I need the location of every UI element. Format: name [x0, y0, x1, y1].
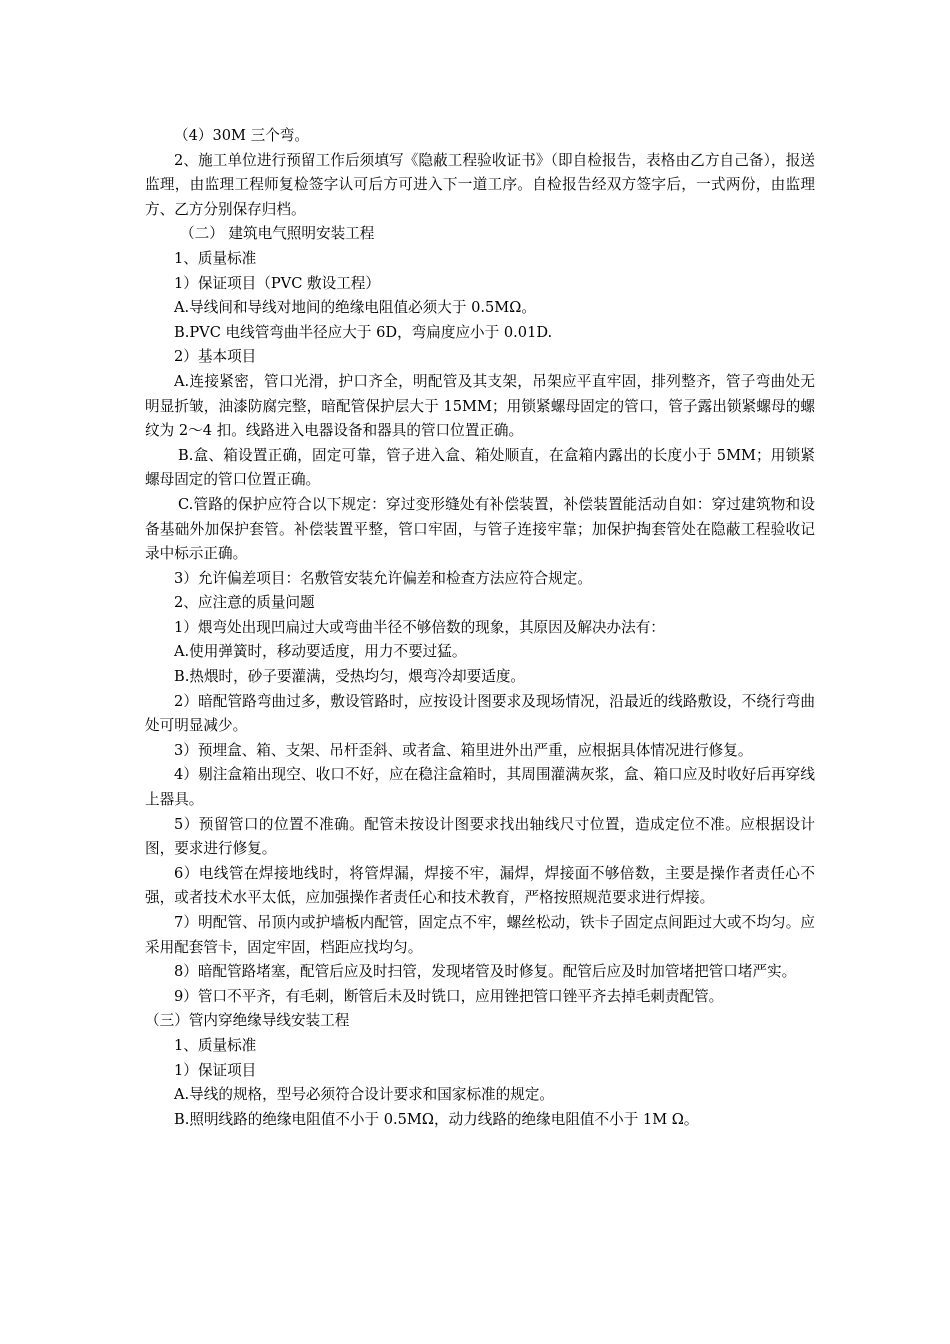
section-heading: （三）管内穿绝缘导线安装工程: [145, 1012, 350, 1030]
paragraph: 3）允许偏差项目：名敷管安装允许偏差和检查方法应符合规定。: [174, 569, 592, 587]
paragraph: （4）30M 三个弯。: [174, 127, 309, 144]
subsection-heading: 2、应注意的质量问题: [174, 594, 315, 612]
paragraph: 5）预留管口的位置不准确。配管未按设计图要求找出轴线尺寸位置，造成定位不准。应根据设计图，要求进行修复。: [145, 815, 815, 858]
paragraph: 2、施工单位进行预留工作后须填写《隐蔽工程验收证书》（即自检报告，表格由乙方自己备），报送监理，由监理工程师复检签字认可后方可进入下一道工序。自检报告经双方签字后，一式两份，由监理方、乙方分别保存归档。: [145, 151, 815, 218]
paragraph: 2）暗配管路弯曲过多，敷设管路时，应按设计图要求及现场情况，沿最近的线路敷设，不绕行弯曲处可明显减少。: [145, 692, 815, 735]
document-body: [145, 124, 815, 1132]
paragraph: A.导线的规格，型号必须符合设计要求和国家标准的规定。: [174, 1086, 555, 1104]
paragraph: B.盒、箱设置正确，固定可靠，管子进入盒、箱处顺直，在盒箱内露出的长度小于 5MM；用锁紧螺母固定的管口位置正确。: [145, 446, 815, 489]
paragraph: B.热煨时，砂子要灌满，受热均匀，煨弯冷却要适度。: [174, 668, 526, 686]
paragraph: B.照明线路的绝缘电阻值不小于 0.5MΩ，动力线路的绝缘电阻值不小于 1M Ω。: [174, 1110, 699, 1128]
subsection-heading: 1、质量标准: [174, 1036, 257, 1054]
paragraph: 9）管口不平齐，有毛刺，断管后未及时铣口，应用锉把管口锉平齐去掉毛刺责配管。: [174, 987, 724, 1005]
paragraph: 1）煨弯处出现凹扁过大或弯曲半径不够倍数的现象，其原因及解决办法有：: [174, 618, 665, 636]
paragraph: 6）电线管在焊接地线时，将管焊漏，焊接不牢，漏焊，焊接面不够倍数，主要是操作者责任心不强，或者技术水平太低，应加强操作者责任心和技术教育，严格按照规范要求进行焊接。: [145, 864, 815, 907]
paragraph: A.导线间和导线对地间的绝缘电阻值必须大于 0.5MΩ。: [174, 299, 536, 317]
item-heading: 2）基本项目: [174, 348, 257, 366]
paragraph: B.PVC 电线管弯曲半径应大于 6D，弯扁度应小于 0.01D.: [174, 323, 553, 341]
paragraph: C.管路的保护应符合以下规定：穿过变形缝处有补偿装置，补偿装置能活动自如：穿过建筑物和设备基础外加保护套管。补偿装置平整，管口牢固，与管子连接牢靠；加保护掏套管处在隐蔽工程验收记录中标示正确。: [145, 495, 815, 563]
paragraph: 4）剔注盒箱出现空、收口不好，应在稳注盒箱时，其周围灌满灰浆，盒、箱口应及时收好后再穿线上器具。: [145, 766, 815, 809]
paragraph: A.连接紧密，管口光滑，护口齐全，明配管及其支架，吊架应平直牢固，排列整齐，管子弯曲处无明显折皱，油漆防腐完整，暗配管保护层大于 15MM；用锁紧螺母固定的管口，管子露出锁紧螺母的螺纹为 2～4 扣。线路进入电器设备和器具的管口位置正确。: [145, 372, 815, 440]
item-heading: 1）保证项目（PVC 敷设工程）: [174, 274, 380, 292]
item-heading: 1）保证项目: [174, 1061, 257, 1079]
paragraph: 8）暗配管路堵塞，配管后应及时扫管，发现堵管及时修复。配管后应及时加管堵把管口堵严实。: [174, 963, 797, 981]
paragraph: 3）预埋盒、箱、支架、吊杆歪斜、或者盒、箱里进外出严重，应根据具体情况进行修复。: [174, 741, 753, 759]
paragraph: 7）明配管、吊顶内或护墙板内配管，固定点不牢，螺丝松动，铁卡子固定点间距过大或不均匀。应采用配套管卡，固定牢固，档距应找均匀。: [145, 914, 815, 956]
subsection-heading: 1、质量标准: [174, 249, 257, 267]
section-heading: （二） 建筑电气照明安装工程: [180, 225, 375, 243]
paragraph: A.使用弹簧时，移动要适度，用力不要过猛。: [174, 643, 467, 661]
